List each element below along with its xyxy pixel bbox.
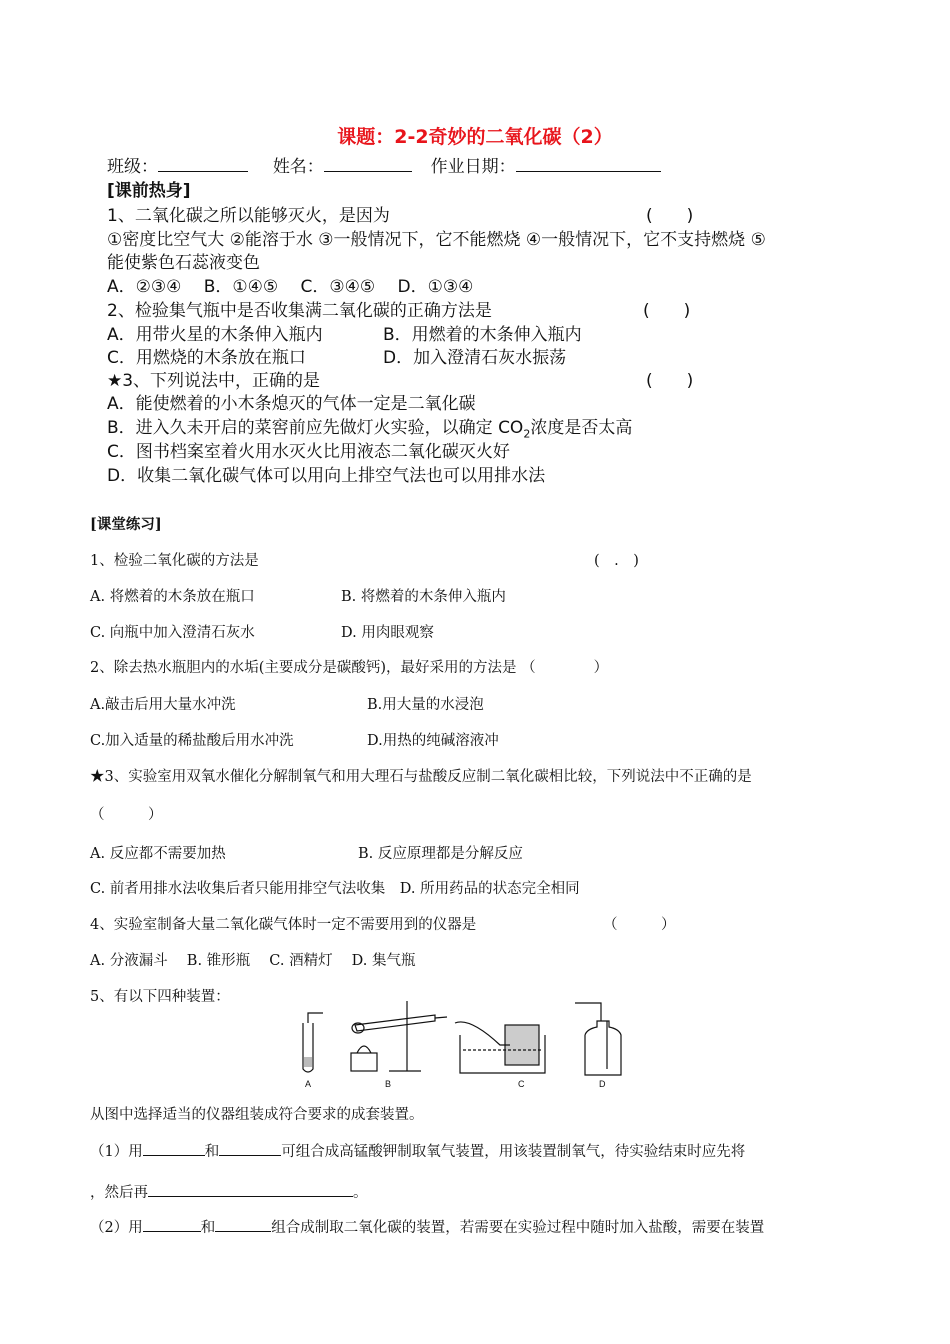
sub2-blank-1[interactable] [143,1217,201,1232]
warmup-q2-opt-b: B．用燃着的木条伸入瓶内 [383,325,582,345]
practice-q5-sub1 [90,1140,745,1161]
warmup-q2-opt-a: A．用带火星的木条伸入瓶内 [107,325,323,345]
sub2-text-c: 组合成制取二氧化碳的装置，若需要在实验过程中随时加入盐酸，需要在装置 [271,1220,765,1236]
practice-q2-opt-b: B.用大量的水浸泡 [367,697,484,713]
practice-heading: [课堂练习] [90,516,162,533]
sub1-text-d: ，然后再 [90,1185,148,1201]
sub1-text-e: 。 [353,1185,368,1201]
practice-q5-sub2 [90,1216,764,1237]
sub1-blank-2[interactable] [219,1141,281,1156]
warmup-q3-opt-c: C．图书档案室着火用水灭火比用液态二氧化碳灭火好 [107,442,510,462]
warmup-q1-line2: 能使紫色石蕊液变色 [107,253,260,273]
name-label: 姓名： [272,157,324,177]
sub2-text-b: 和 [200,1220,216,1236]
practice-q1-stem: 1、检验二氧化碳的方法是 [90,553,259,569]
sub1-blank-3[interactable] [148,1182,353,1197]
warmup-q2-opt-c: C．用燃烧的木条放在瓶口 [107,348,306,368]
co2-subscript: 2 [523,427,531,441]
warmup-q3-opt-a: A．能使燃着的小木条熄灭的气体一定是二氧化碳 [107,394,476,414]
practice-q5-sub1-cont [90,1181,368,1202]
date-blank[interactable] [516,157,661,172]
practice-q1-opt-a: A. 将燃着的木条放在瓶口 [90,589,255,605]
warmup-q1-stem: 1、二氧化碳之所以能够灭火，是因为 [107,206,390,226]
practice-q3-opt-cd: C. 前者用排水法收集后者只能用排空气法收集 D. 所用药品的状态完全相同 [90,881,580,897]
page-title: 课题：2-2奇妙的二氧化碳（2） [337,126,613,148]
sub2-text-a: （2）用 [90,1220,143,1236]
warmup-heading: [课前热身] [107,181,191,201]
practice-q3-stem: ★3、实验室用双氧水催化分解制氧气和用大理石与盐酸反应制二氧化碳相比较，下列说法中不正确的是 [90,769,752,785]
opt-b-text: B．进入久未开启的菜窖前应先做灯火实验，以确定 CO [107,418,524,438]
label-c: C [518,1079,525,1089]
practice-q4-stem: 4、实验室制备大量二氧化碳气体时一定不需要用到的仪器是 [90,917,477,933]
label-d: D [599,1079,606,1089]
warmup-q2-stem: 2、检验集气瓶中是否收集满二氧化碳的正确方法是 [107,301,492,321]
warmup-q1-answer[interactable]: ( ) [646,206,694,226]
apparatus-b [351,1001,447,1071]
practice-q3-opt-b: B. 反应原理都是分解反应 [358,846,523,862]
practice-q2-opt-c: C.加入适量的稀盐酸后用水冲洗 [90,733,294,749]
sub1-blank-1[interactable] [143,1141,205,1156]
apparatus-figure [295,995,635,1090]
apparatus-c [455,1022,545,1073]
warmup-q3-answer[interactable]: ( ) [646,371,694,391]
practice-q2-stem: 2、除去热水瓶胆内的水垢(主要成分是碳酸钙)，最好采用的方法是 （ ） [90,660,609,676]
warmup-q3-opt-d: D．收集二氧化碳气体可以用向上排空气法也可以用排水法 [107,466,546,486]
warmup-q2-answer[interactable]: ( ) [643,301,691,321]
sub2-blank-2[interactable] [215,1217,271,1232]
practice-q1-opt-d: D. 用肉眼观察 [341,625,434,641]
practice-q3-answer[interactable]: （ ） [90,807,163,823]
name-blank[interactable] [324,157,412,172]
date-label: 作业日期： [430,157,516,177]
warmup-q1-options: A．②③④ B．①④⑤ C．③④⑤ D．①③④ [107,277,474,297]
opt-b-text-end: 浓度是否太高 [530,418,633,438]
header-info-row [107,152,661,177]
practice-q5-stem: 5、有以下四种装置： [90,989,230,1005]
sub1-text-b: 和 [204,1144,220,1160]
practice-q1-opt-c: C. 向瓶中加入澄清石灰水 [90,625,255,641]
practice-q4-options: A. 分液漏斗 B. 锥形瓶 C. 酒精灯 D. 集气瓶 [90,953,416,969]
class-label: 班级： [107,157,158,177]
warmup-q1-line1: ①密度比空气大 ②能溶于水 ③一般情况下，它不能燃烧 ④一般情况下，它不支持燃烧 ⑤ [107,230,766,250]
label-a: A [305,1079,312,1089]
label-b: B [385,1079,392,1089]
apparatus-d [575,1003,621,1075]
class-blank[interactable] [158,157,248,172]
practice-q1-opt-b: B. 将燃着的木条伸入瓶内 [341,589,506,605]
practice-q3-opt-a: A. 反应都不需要加热 [90,846,226,862]
warmup-q2-opt-d: D．加入澄清石灰水振荡 [383,348,567,368]
sub1-text-c: 可组合成高锰酸钾制取氧气装置，用该装置制氧气，待实验结束时应先将 [281,1144,746,1160]
apparatus-a [303,1013,323,1072]
practice-q2-opt-d: D.用热的纯碱溶液冲 [367,733,499,749]
sub1-text-a: （1）用 [90,1144,143,1160]
practice-q5-instruction: 从图中选择适当的仪器组装成符合要求的成套装置。 [90,1107,424,1123]
practice-q4-answer[interactable]: （ ） [603,917,676,933]
practice-q2-opt-a: A.敲击后用大量水冲洗 [90,697,236,713]
warmup-q3-stem: ★3、下列说法中，正确的是 [107,371,321,391]
practice-q1-answer[interactable]: ( . ) [594,553,639,569]
